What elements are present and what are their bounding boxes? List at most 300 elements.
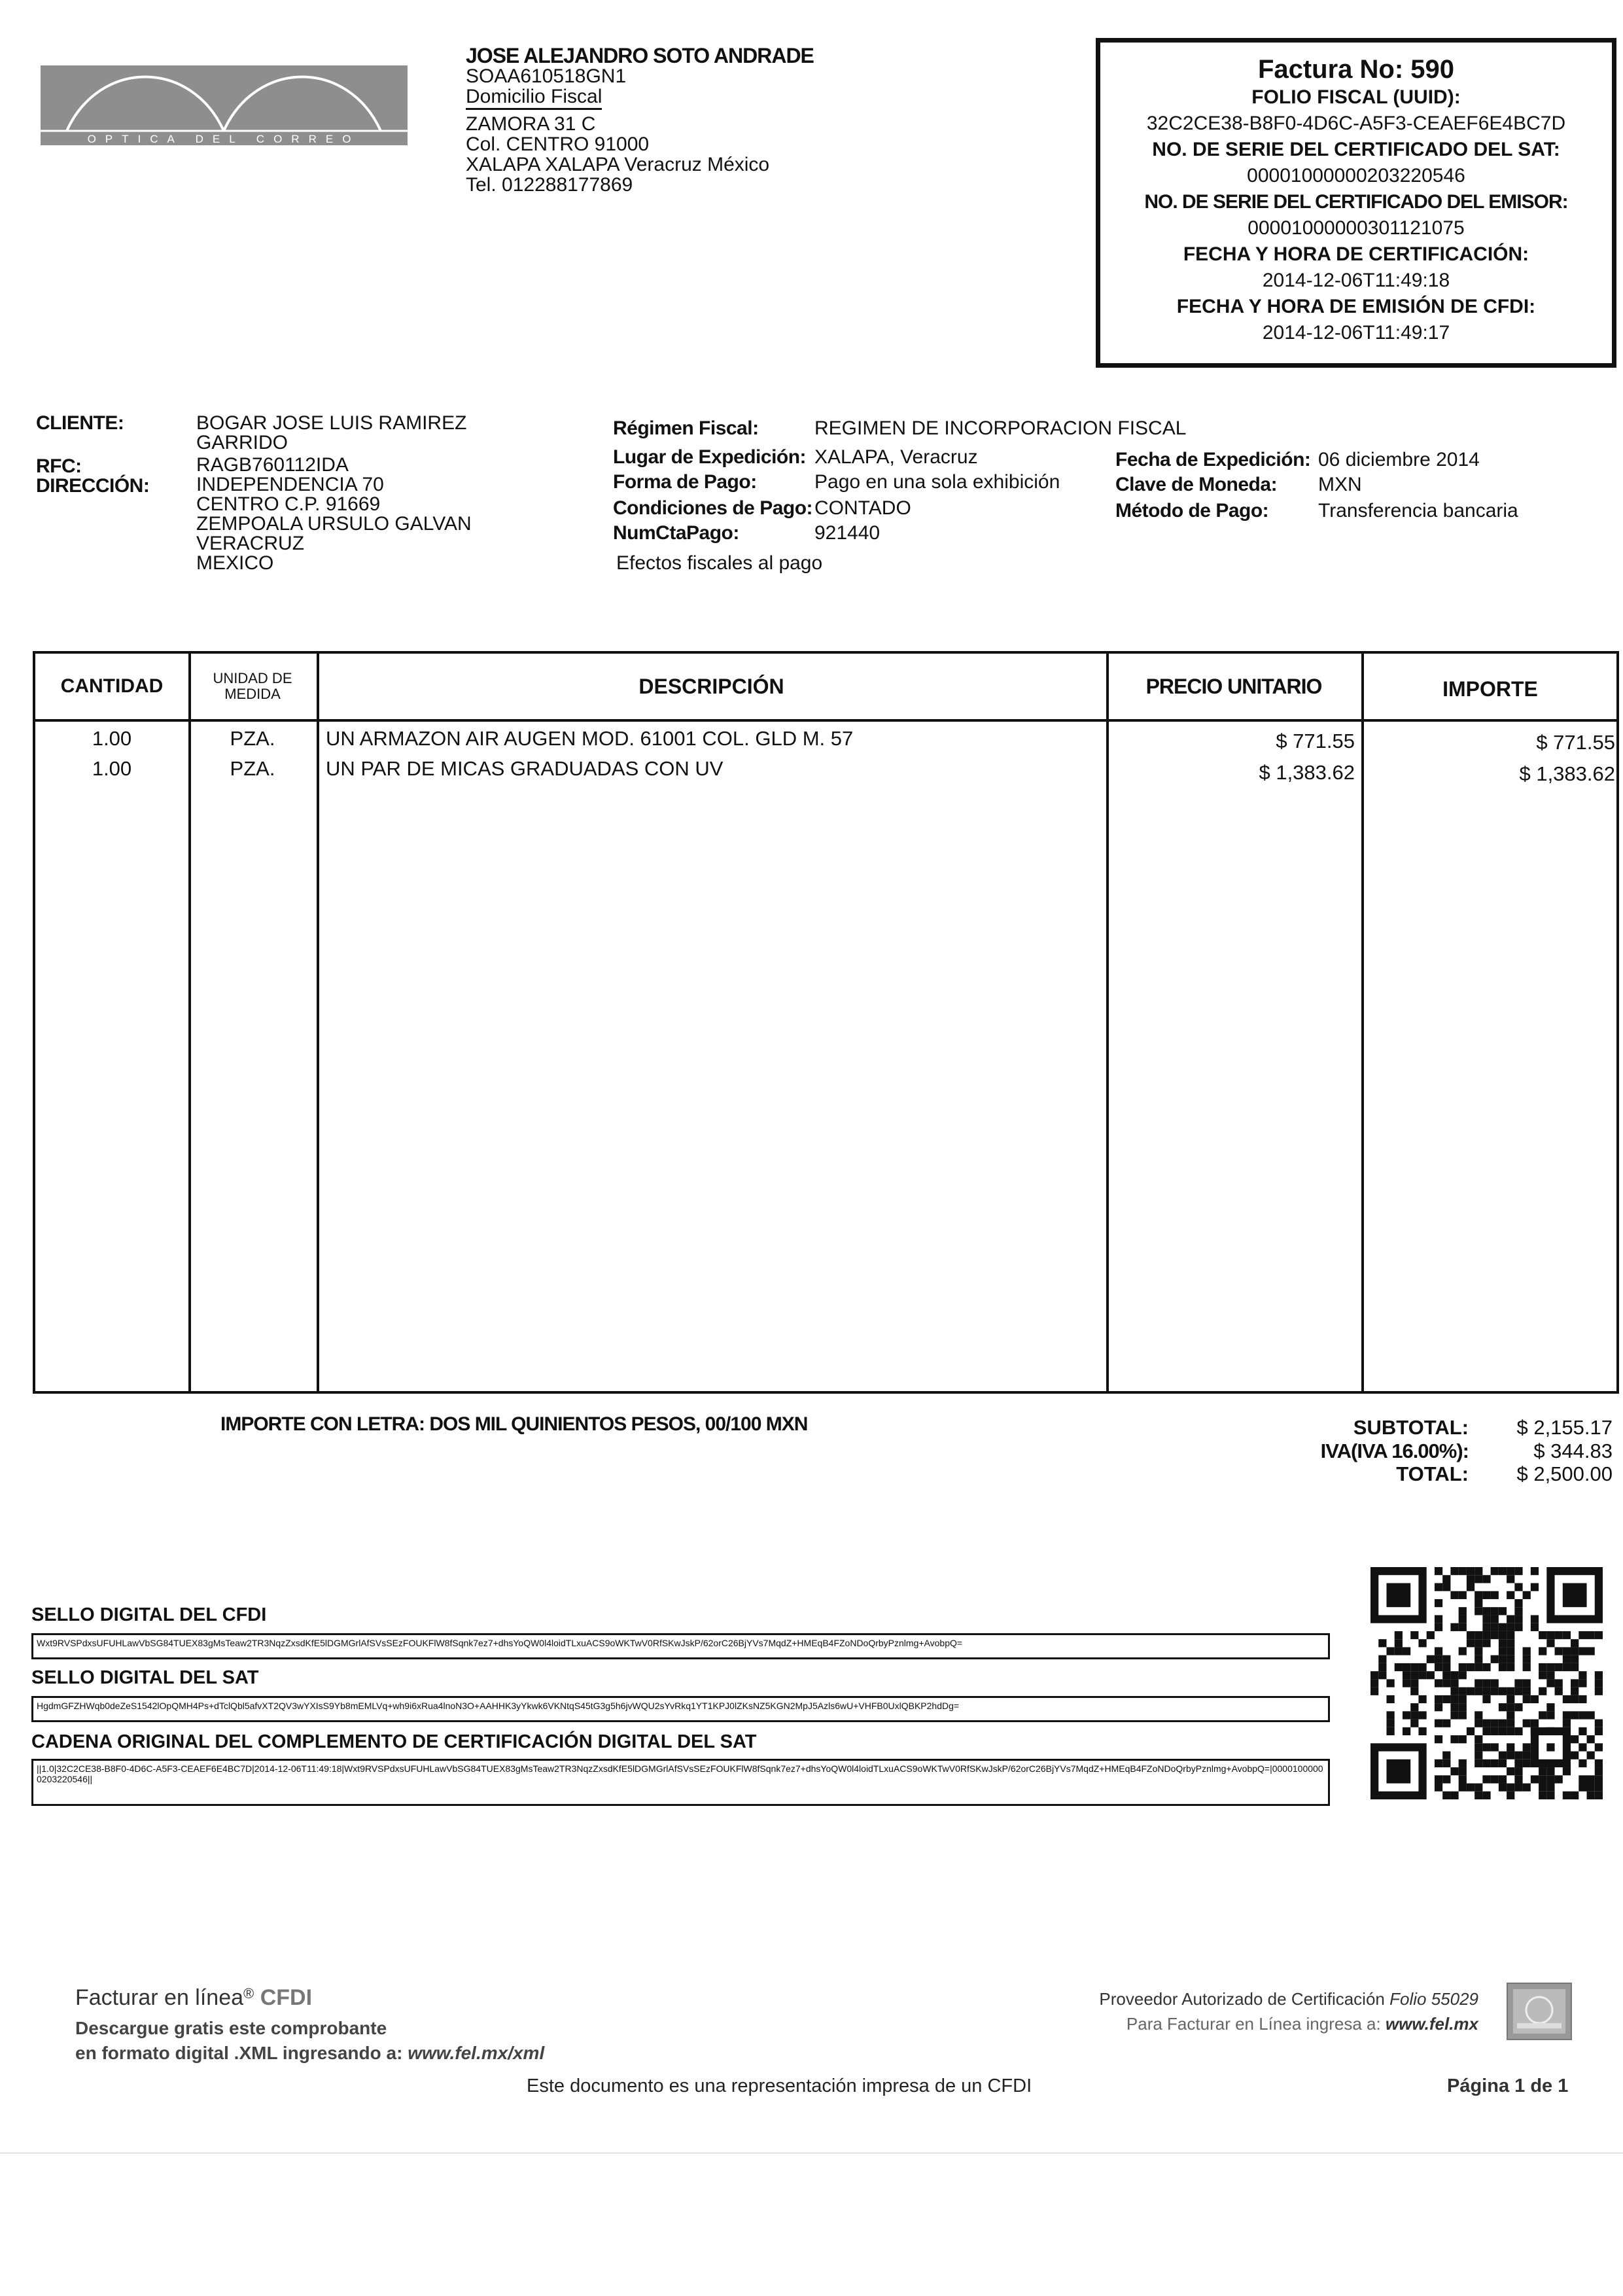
qr-module bbox=[1514, 1583, 1522, 1591]
qr-module bbox=[1507, 1663, 1514, 1671]
qr-module bbox=[1499, 1663, 1507, 1671]
client-rfc: RAGB760112IDA bbox=[196, 454, 349, 476]
qr-module bbox=[1475, 1711, 1482, 1719]
issuer-phone: Tel. 012288177869 bbox=[466, 174, 633, 196]
qr-module bbox=[1491, 1615, 1499, 1623]
qr-module bbox=[1507, 1784, 1514, 1792]
qr-module bbox=[1410, 1687, 1418, 1695]
qr-module bbox=[1579, 1775, 1586, 1783]
qr-module bbox=[1507, 1792, 1514, 1799]
qr-module bbox=[1539, 1663, 1546, 1671]
qr-module bbox=[1378, 1663, 1386, 1671]
domicilio-fiscal-label: Domicilio Fiscal bbox=[466, 86, 602, 110]
qr-module bbox=[1386, 1720, 1394, 1727]
qr-module bbox=[1482, 1687, 1490, 1695]
qr-module bbox=[1491, 1687, 1499, 1695]
address-line: MEXICO bbox=[196, 552, 274, 574]
qr-module bbox=[1435, 1647, 1442, 1655]
qr-module bbox=[1442, 1655, 1450, 1663]
qr-module bbox=[1579, 1679, 1586, 1687]
qr-module bbox=[1475, 1663, 1482, 1671]
qr-module bbox=[1491, 1775, 1499, 1783]
qr-module bbox=[1523, 1743, 1531, 1751]
total-label: TOTAL: bbox=[1396, 1462, 1469, 1485]
brand-prefix: Facturar en línea bbox=[75, 1985, 244, 2010]
fecha-expedicion-label: Fecha de Expedición: bbox=[1115, 449, 1311, 470]
qr-module bbox=[1514, 1775, 1522, 1783]
qr-module bbox=[1482, 1727, 1490, 1735]
qr-module bbox=[1475, 1720, 1482, 1727]
qr-module bbox=[1595, 1759, 1603, 1767]
qr-module bbox=[1555, 1687, 1563, 1695]
qr-module bbox=[1579, 1671, 1586, 1679]
qr-module bbox=[1459, 1647, 1467, 1655]
qr-module bbox=[1507, 1720, 1514, 1727]
qr-module bbox=[1555, 1647, 1563, 1655]
qr-module bbox=[1459, 1687, 1467, 1695]
qr-module bbox=[1571, 1655, 1579, 1663]
qr-module bbox=[1595, 1743, 1603, 1751]
qr-module bbox=[1579, 1631, 1586, 1639]
qr-module bbox=[1459, 1623, 1467, 1631]
emission-date-value: 2014-12-06T11:49:17 bbox=[1262, 322, 1450, 344]
qr-module bbox=[1555, 1663, 1563, 1671]
regimen-value: REGIMEN DE INCORPORACION FISCAL bbox=[814, 417, 1187, 439]
qr-module bbox=[1523, 1591, 1531, 1599]
qr-module bbox=[1459, 1759, 1467, 1767]
qr-module bbox=[1467, 1639, 1475, 1647]
qr-module bbox=[1491, 1655, 1499, 1663]
qr-module bbox=[1442, 1663, 1450, 1671]
qr-module bbox=[1459, 1591, 1467, 1599]
qr-module bbox=[1523, 1679, 1531, 1687]
qr-module bbox=[1579, 1711, 1586, 1719]
qr-module bbox=[1459, 1607, 1467, 1615]
qr-module bbox=[1514, 1567, 1522, 1575]
metodo-label: Método de Pago: bbox=[1115, 500, 1269, 521]
header-unidad bbox=[188, 654, 317, 719]
qr-module bbox=[1595, 1775, 1603, 1783]
qr-module bbox=[1378, 1671, 1386, 1679]
qr-module bbox=[1499, 1567, 1507, 1575]
qr-module bbox=[1403, 1647, 1410, 1655]
qr-module bbox=[1531, 1623, 1539, 1631]
qr-module bbox=[1491, 1720, 1499, 1727]
qr-module bbox=[1563, 1663, 1571, 1671]
qr-module bbox=[1555, 1631, 1563, 1639]
qr-module bbox=[1459, 1615, 1467, 1623]
header-importe: IMPORTE bbox=[1442, 677, 1538, 701]
qr-module bbox=[1523, 1663, 1531, 1671]
qr-module bbox=[1579, 1695, 1586, 1703]
qr-module bbox=[1482, 1607, 1490, 1615]
qr-module bbox=[1563, 1655, 1571, 1663]
qr-module bbox=[1450, 1695, 1458, 1703]
uuid-label: FOLIO FISCAL (UUID): bbox=[1251, 86, 1461, 108]
row2-importe: $ 1,383.62 bbox=[1519, 762, 1615, 785]
qr-module bbox=[1467, 1575, 1475, 1583]
qr-module bbox=[1507, 1567, 1514, 1575]
qr-module bbox=[1442, 1720, 1450, 1727]
certification-seal-icon bbox=[1507, 1983, 1572, 2040]
qr-module bbox=[1482, 1679, 1490, 1687]
provider-line bbox=[1066, 1989, 1478, 2009]
sat-cert-value: 00001000000203220546 bbox=[1247, 165, 1465, 186]
row1-precio: $ 771.55 bbox=[1276, 730, 1355, 752]
address-line: CENTRO C.P. 91669 bbox=[196, 493, 381, 515]
qr-module bbox=[1523, 1759, 1531, 1767]
qr-module bbox=[1571, 1735, 1579, 1743]
qr-module bbox=[1475, 1647, 1482, 1655]
qr-module bbox=[1571, 1752, 1579, 1759]
qr-module bbox=[1499, 1607, 1507, 1615]
qr-module bbox=[1427, 1631, 1435, 1639]
client-label: CLIENTE: bbox=[36, 412, 124, 434]
qr-module bbox=[1523, 1695, 1531, 1703]
qr-module bbox=[1467, 1663, 1475, 1671]
page-indicator: Página 1 de 1 bbox=[1447, 2075, 1569, 2096]
qr-module bbox=[1395, 1647, 1403, 1655]
qr-module bbox=[1531, 1567, 1539, 1575]
invoice-online-line bbox=[1066, 2014, 1478, 2034]
qr-module bbox=[1587, 1631, 1595, 1639]
qr-module bbox=[1475, 1792, 1482, 1799]
qr-module bbox=[1531, 1615, 1539, 1623]
condiciones-value: CONTADO bbox=[814, 497, 911, 519]
issuer-street: ZAMORA 31 C bbox=[466, 113, 596, 135]
qr-module bbox=[1450, 1735, 1458, 1743]
qr-module bbox=[1482, 1623, 1490, 1631]
qr-module bbox=[1378, 1639, 1386, 1647]
qr-module bbox=[1386, 1759, 1410, 1784]
qr-module bbox=[1514, 1615, 1522, 1623]
qr-module bbox=[1435, 1615, 1442, 1623]
qr-module bbox=[1442, 1759, 1450, 1767]
qr-module bbox=[1523, 1752, 1531, 1759]
forma-label: Forma de Pago: bbox=[613, 471, 757, 493]
provider-prefix: Proveedor Autorizado de Certificación bbox=[1099, 1989, 1385, 2009]
qr-module bbox=[1507, 1743, 1514, 1751]
qr-module bbox=[1587, 1792, 1595, 1799]
qr-module bbox=[1514, 1752, 1522, 1759]
qr-module bbox=[1546, 1792, 1554, 1799]
regimen-label: Régimen Fiscal: bbox=[613, 417, 759, 439]
qr-module bbox=[1450, 1671, 1458, 1679]
qr-module bbox=[1459, 1703, 1467, 1711]
qr-module bbox=[1442, 1752, 1450, 1759]
qr-module bbox=[1475, 1631, 1482, 1639]
qr-module bbox=[1475, 1599, 1482, 1607]
qr-module bbox=[1579, 1727, 1586, 1735]
qr-module bbox=[1386, 1711, 1394, 1719]
importe-letra-label: IMPORTE CON LETRA: bbox=[220, 1413, 425, 1435]
address-line: INDEPENDENCIA 70 bbox=[196, 474, 384, 495]
qr-module bbox=[1410, 1679, 1418, 1687]
qr-module bbox=[1435, 1583, 1442, 1591]
qr-module bbox=[1523, 1720, 1531, 1727]
qr-module bbox=[1475, 1591, 1482, 1599]
qr-module bbox=[1546, 1775, 1554, 1783]
qr-module bbox=[1386, 1727, 1394, 1735]
qr-module bbox=[1507, 1623, 1514, 1631]
qr-module bbox=[1427, 1671, 1435, 1679]
qr-module bbox=[1386, 1695, 1394, 1703]
qr-module bbox=[1435, 1784, 1442, 1792]
qr-module bbox=[1563, 1767, 1571, 1775]
qr-module bbox=[1499, 1775, 1507, 1783]
qr-module bbox=[1370, 1671, 1378, 1679]
qr-module bbox=[1435, 1703, 1442, 1711]
qr-module bbox=[1507, 1615, 1514, 1623]
qr-module bbox=[1531, 1720, 1539, 1727]
qr-module bbox=[1514, 1687, 1522, 1695]
total-value: $ 2,500.00 bbox=[1516, 1462, 1613, 1485]
client-address-label: DIRECCIÓN: bbox=[36, 475, 150, 497]
qr-module bbox=[1523, 1687, 1531, 1695]
qr-module bbox=[1403, 1671, 1410, 1679]
efectos-fiscales: Efectos fiscales al pago bbox=[616, 552, 823, 574]
qr-module bbox=[1595, 1671, 1603, 1679]
qr-module bbox=[1482, 1775, 1490, 1783]
qr-module bbox=[1499, 1687, 1507, 1695]
qr-module bbox=[1507, 1655, 1514, 1663]
qr-module bbox=[1514, 1727, 1522, 1735]
qr-module bbox=[1546, 1703, 1554, 1711]
row1-importe: $ 771.55 bbox=[1536, 731, 1615, 754]
client-name bbox=[196, 414, 466, 453]
qr-module bbox=[1475, 1735, 1482, 1743]
qr-module bbox=[1418, 1727, 1426, 1735]
qr-module bbox=[1507, 1703, 1514, 1711]
qr-module bbox=[1499, 1639, 1507, 1647]
qr-module bbox=[1546, 1767, 1554, 1775]
qr-module bbox=[1386, 1647, 1394, 1655]
qr-module bbox=[1523, 1647, 1531, 1655]
qr-module bbox=[1450, 1703, 1458, 1711]
qr-module bbox=[1563, 1631, 1571, 1639]
qr-module bbox=[1459, 1735, 1467, 1743]
address-line: ZEMPOALA URSULO GALVAN bbox=[196, 513, 472, 535]
row2-descripcion: UN PAR DE MICAS GRADUADAS CON UV bbox=[326, 757, 724, 780]
qr-module bbox=[1514, 1703, 1522, 1711]
qr-module bbox=[1459, 1784, 1467, 1792]
qr-module bbox=[1539, 1767, 1546, 1775]
moneda-label: Clave de Moneda: bbox=[1115, 474, 1278, 495]
qr-module bbox=[1475, 1752, 1482, 1759]
qr-module bbox=[1475, 1743, 1482, 1751]
row2-cantidad: 1.00 bbox=[92, 757, 132, 780]
qr-module bbox=[1482, 1695, 1490, 1703]
qr-module bbox=[1555, 1775, 1563, 1783]
qr-module bbox=[1571, 1639, 1579, 1647]
qr-module bbox=[1482, 1743, 1490, 1751]
subtotal-label: SUBTOTAL: bbox=[1353, 1416, 1469, 1439]
qr-module bbox=[1546, 1639, 1554, 1647]
qr-module bbox=[1514, 1767, 1522, 1775]
qr-module bbox=[1579, 1647, 1586, 1655]
qr-module bbox=[1435, 1679, 1442, 1687]
emisor-cert-value: 00001000000301121075 bbox=[1248, 217, 1465, 239]
qr-module bbox=[1587, 1775, 1595, 1783]
invoice-online-prefix: Para Facturar en Línea ingresa a: bbox=[1126, 2014, 1381, 2034]
qr-module bbox=[1514, 1623, 1522, 1631]
qr-module bbox=[1563, 1792, 1571, 1799]
qr-module bbox=[1514, 1784, 1522, 1792]
client-name-line1: BOGAR JOSE LUIS RAMIREZ bbox=[196, 412, 467, 434]
qr-module bbox=[1395, 1639, 1403, 1647]
qr-module bbox=[1571, 1663, 1579, 1671]
qr-module bbox=[1523, 1784, 1531, 1792]
qr-module bbox=[1459, 1775, 1467, 1783]
qr-module bbox=[1442, 1792, 1450, 1799]
qr-module bbox=[1563, 1720, 1571, 1727]
qr-module bbox=[1475, 1679, 1482, 1687]
row2-precio: $ 1,383.62 bbox=[1259, 761, 1355, 784]
qr-module bbox=[1403, 1679, 1410, 1687]
qr-module bbox=[1410, 1720, 1418, 1727]
qr-module bbox=[1491, 1727, 1499, 1735]
emission-date-label: FECHA Y HORA DE EMISIÓN DE CFDI: bbox=[1176, 296, 1536, 317]
qr-module bbox=[1378, 1655, 1386, 1663]
qr-module bbox=[1442, 1679, 1450, 1687]
qr-code bbox=[1370, 1567, 1603, 1799]
qr-module bbox=[1475, 1567, 1482, 1575]
qr-module bbox=[1475, 1759, 1482, 1767]
qr-module bbox=[1546, 1631, 1554, 1639]
qr-module bbox=[1507, 1687, 1514, 1695]
importe-letra bbox=[220, 1413, 807, 1436]
qr-module bbox=[1482, 1759, 1490, 1767]
qr-module bbox=[1491, 1567, 1499, 1575]
qr-module bbox=[1403, 1711, 1410, 1719]
qr-module bbox=[1435, 1599, 1442, 1607]
qr-module bbox=[1539, 1792, 1546, 1799]
qr-module bbox=[1475, 1607, 1482, 1615]
row1-cantidad: 1.00 bbox=[92, 727, 132, 750]
sello-cfdi-title: SELLO DIGITAL DEL CFDI bbox=[31, 1604, 267, 1625]
cert-date-value: 2014-12-06T11:49:18 bbox=[1262, 270, 1450, 291]
qr-module bbox=[1539, 1671, 1546, 1679]
qr-module bbox=[1514, 1607, 1522, 1615]
moneda-value: MXN bbox=[1318, 474, 1362, 495]
header-descripcion: DESCRIPCIÓN bbox=[638, 674, 784, 698]
qr-module bbox=[1546, 1679, 1554, 1687]
qr-module bbox=[1595, 1687, 1603, 1695]
qr-module bbox=[1499, 1759, 1507, 1767]
qr-module bbox=[1435, 1775, 1442, 1783]
iva-label: IVA(IVA 16.00%): bbox=[1320, 1439, 1469, 1462]
qr-module bbox=[1467, 1567, 1475, 1575]
footer-brand bbox=[75, 1985, 312, 2011]
qr-module bbox=[1587, 1735, 1595, 1743]
qr-module bbox=[1475, 1784, 1482, 1792]
qr-module bbox=[1507, 1767, 1514, 1775]
qr-module bbox=[1442, 1775, 1450, 1783]
qr-module bbox=[1450, 1679, 1458, 1687]
qr-module bbox=[1459, 1711, 1467, 1719]
brand-registered: ® bbox=[243, 1985, 254, 2002]
qr-module bbox=[1467, 1631, 1475, 1639]
qr-module bbox=[1587, 1711, 1595, 1719]
qr-module bbox=[1531, 1695, 1539, 1703]
representation-note: Este documento es una representación impresa de un CFDI bbox=[527, 2075, 1032, 2096]
download-url[interactable]: www.fel.mx/xml bbox=[408, 2043, 545, 2063]
qr-module bbox=[1587, 1752, 1595, 1759]
qr-module bbox=[1499, 1631, 1507, 1639]
client-rfc-label: RFC: bbox=[36, 455, 82, 477]
qr-module bbox=[1595, 1784, 1603, 1792]
qr-module bbox=[1435, 1623, 1442, 1631]
qr-module bbox=[1395, 1631, 1403, 1639]
qr-module bbox=[1587, 1647, 1595, 1655]
qr-module bbox=[1507, 1711, 1514, 1719]
iva-value: $ 344.83 bbox=[1533, 1439, 1613, 1462]
qr-module bbox=[1459, 1567, 1467, 1575]
qr-module bbox=[1563, 1583, 1587, 1607]
qr-module bbox=[1482, 1631, 1490, 1639]
qr-module bbox=[1467, 1687, 1475, 1695]
qr-module bbox=[1435, 1720, 1442, 1727]
issuer-name: JOSE ALEJANDRO SOTO ANDRADE bbox=[466, 44, 814, 67]
header-unidad-line1: UNIDAD DE bbox=[213, 670, 292, 686]
sello-cfdi-box: Wxt9RVSPdxsUFUHLawVbSG84TUEX83gMsTeaw2TR3NqzZxsdKfE5lDGMGrlAfSVsSEzFOUKFlW8fSqnk7ez7+dhsYoQW0l4loidTLxuACS9oWKTwV0RfSKwJskP/62orC26BjYVs7MqdZ+HMEqB4FZoNDoQrbyPznlmg+AvobpQ= bbox=[31, 1633, 1330, 1659]
qr-module bbox=[1595, 1767, 1603, 1775]
qr-module bbox=[1531, 1775, 1539, 1783]
download-line2 bbox=[75, 2043, 544, 2064]
qr-module bbox=[1595, 1720, 1603, 1727]
invoice-number: Factura No: 590 bbox=[1257, 55, 1455, 84]
qr-module bbox=[1482, 1591, 1490, 1599]
invoice-online-url[interactable]: www.fel.mx bbox=[1385, 2014, 1478, 2034]
qr-module bbox=[1450, 1567, 1458, 1575]
condiciones-label: Condiciones de Pago: bbox=[613, 497, 813, 519]
qr-module bbox=[1435, 1759, 1442, 1767]
row1-unidad: PZA. bbox=[230, 727, 275, 750]
qr-module bbox=[1571, 1679, 1579, 1687]
qr-module bbox=[1546, 1743, 1554, 1751]
qr-module bbox=[1507, 1647, 1514, 1655]
brand-cfdi: CFDI bbox=[260, 1985, 313, 2010]
qr-module bbox=[1507, 1591, 1514, 1599]
svg-text:OPTICA DEL CORREO: OPTICA DEL CORREO bbox=[87, 133, 360, 145]
qr-module bbox=[1595, 1631, 1603, 1639]
numcta-value: 921440 bbox=[814, 522, 881, 544]
qr-module bbox=[1546, 1663, 1554, 1671]
row1-descripcion: UN ARMAZON AIR AUGEN MOD. 61001 COL. GLD M. 57 bbox=[326, 727, 854, 750]
header-cantidad: CANTIDAD bbox=[60, 675, 164, 697]
qr-module bbox=[1491, 1759, 1499, 1767]
cert-date-label: FECHA Y HORA DE CERTIFICACIÓN: bbox=[1183, 243, 1529, 265]
qr-module bbox=[1571, 1711, 1579, 1719]
qr-module bbox=[1435, 1655, 1442, 1663]
qr-module bbox=[1482, 1720, 1490, 1727]
qr-module bbox=[1370, 1679, 1378, 1687]
qr-module bbox=[1507, 1727, 1514, 1735]
qr-module bbox=[1482, 1639, 1490, 1647]
provider-folio: Folio 55029 bbox=[1389, 1989, 1478, 2009]
subtotal-value: $ 2,155.17 bbox=[1516, 1416, 1613, 1439]
header-precio: PRECIO UNITARIO bbox=[1145, 674, 1322, 698]
qr-module bbox=[1450, 1623, 1458, 1631]
qr-module bbox=[1491, 1591, 1499, 1599]
qr-module bbox=[1539, 1647, 1546, 1655]
qr-module bbox=[1482, 1615, 1490, 1623]
importe-letra-value: DOS MIL QUINIENTOS PESOS, 00/100 MXN bbox=[429, 1413, 808, 1435]
qr-module bbox=[1546, 1711, 1554, 1719]
qr-module bbox=[1410, 1671, 1418, 1679]
qr-module bbox=[1410, 1663, 1418, 1671]
qr-module bbox=[1410, 1703, 1418, 1711]
